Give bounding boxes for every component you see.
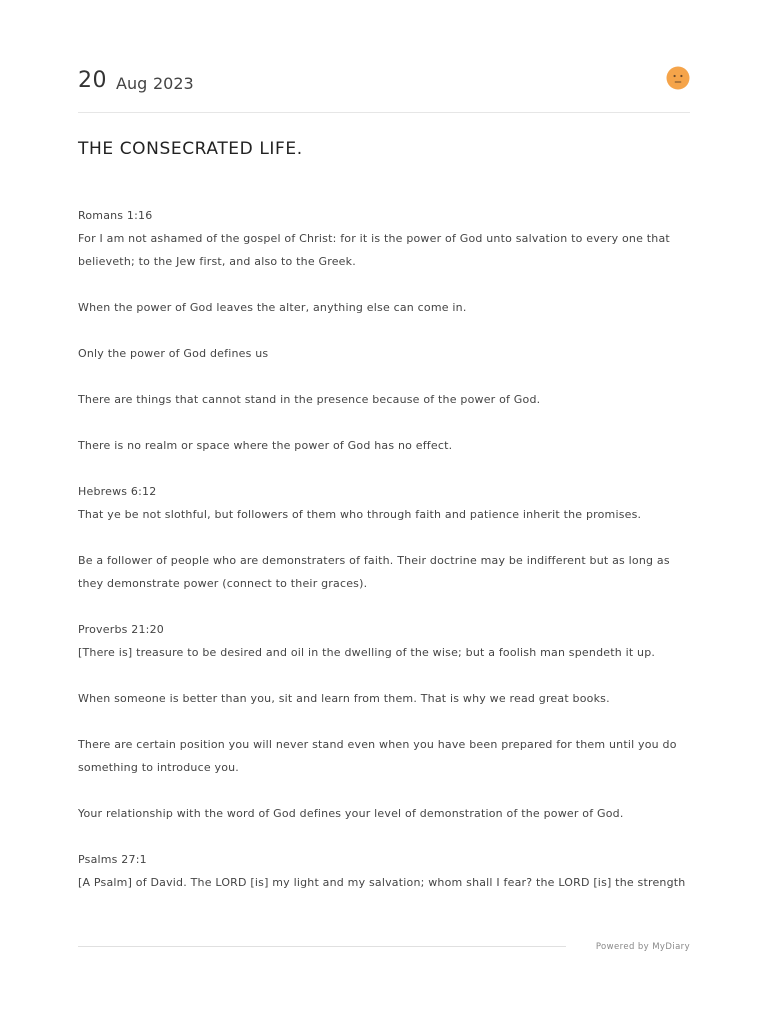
header-divider — [78, 112, 690, 113]
scripture-text: For I am not ashamed of the gospel of Christ: for it is the power of God unto salvation to every one that believeth; to the Jew first, and also to the Greek. — [78, 232, 670, 268]
entry-date-month: Aug — [116, 74, 148, 93]
neutral-face-mood-icon — [666, 66, 690, 90]
scripture-reference: Psalms 27:1 — [78, 853, 147, 866]
note-paragraph: There are things that cannot stand in the presence because of the power of God. — [78, 393, 541, 406]
note-paragraph: When the power of God leaves the alter, anything else can come in. — [78, 301, 467, 314]
entry-header — [78, 66, 690, 98]
entry-date-day: 20 — [78, 68, 107, 93]
scripture-text: [A Psalm] of David. The LORD [is] my light and my salvation; whom shall I fear? the LORD [is] the strength — [78, 876, 686, 889]
entry-date-year: 2023 — [153, 74, 194, 93]
note-paragraph: Only the power of God defines us — [78, 347, 269, 360]
note-paragraph: Your relationship with the word of God defines your level of demonstration of the power of God. — [78, 807, 624, 820]
scripture-text: [There is] treasure to be desired and oil in the dwelling of the wise; but a foolish man spendeth it up. — [78, 646, 656, 659]
scripture-text: That ye be not slothful, but followers of them who through faith and patience inherit the promises. — [78, 508, 642, 521]
note-paragraph: When someone is better than you, sit and learn from them. That is why we read great books. — [78, 692, 610, 705]
entry-title: THE CONSECRATED LIFE. — [78, 139, 303, 159]
note-paragraph: There is no realm or space where the power of God has no effect. — [78, 439, 453, 452]
scripture-reference: Hebrews 6:12 — [78, 485, 157, 498]
note-paragraph: Be a follower of people who are demonstraters of faith. Their doctrine may be indifferent but as long as they demonstrate power (connect to their graces). — [78, 554, 670, 590]
powered-by-label: Powered by MyDiary — [595, 942, 690, 952]
note-paragraph: There are certain position you will never stand even when you have been prepared for them until you do something to introduce you. — [78, 738, 677, 774]
scripture-reference: Proverbs 21:20 — [78, 623, 164, 636]
scripture-reference: Romans 1:16 — [78, 209, 153, 222]
footer-divider — [78, 946, 566, 947]
entry-body — [78, 204, 688, 917]
